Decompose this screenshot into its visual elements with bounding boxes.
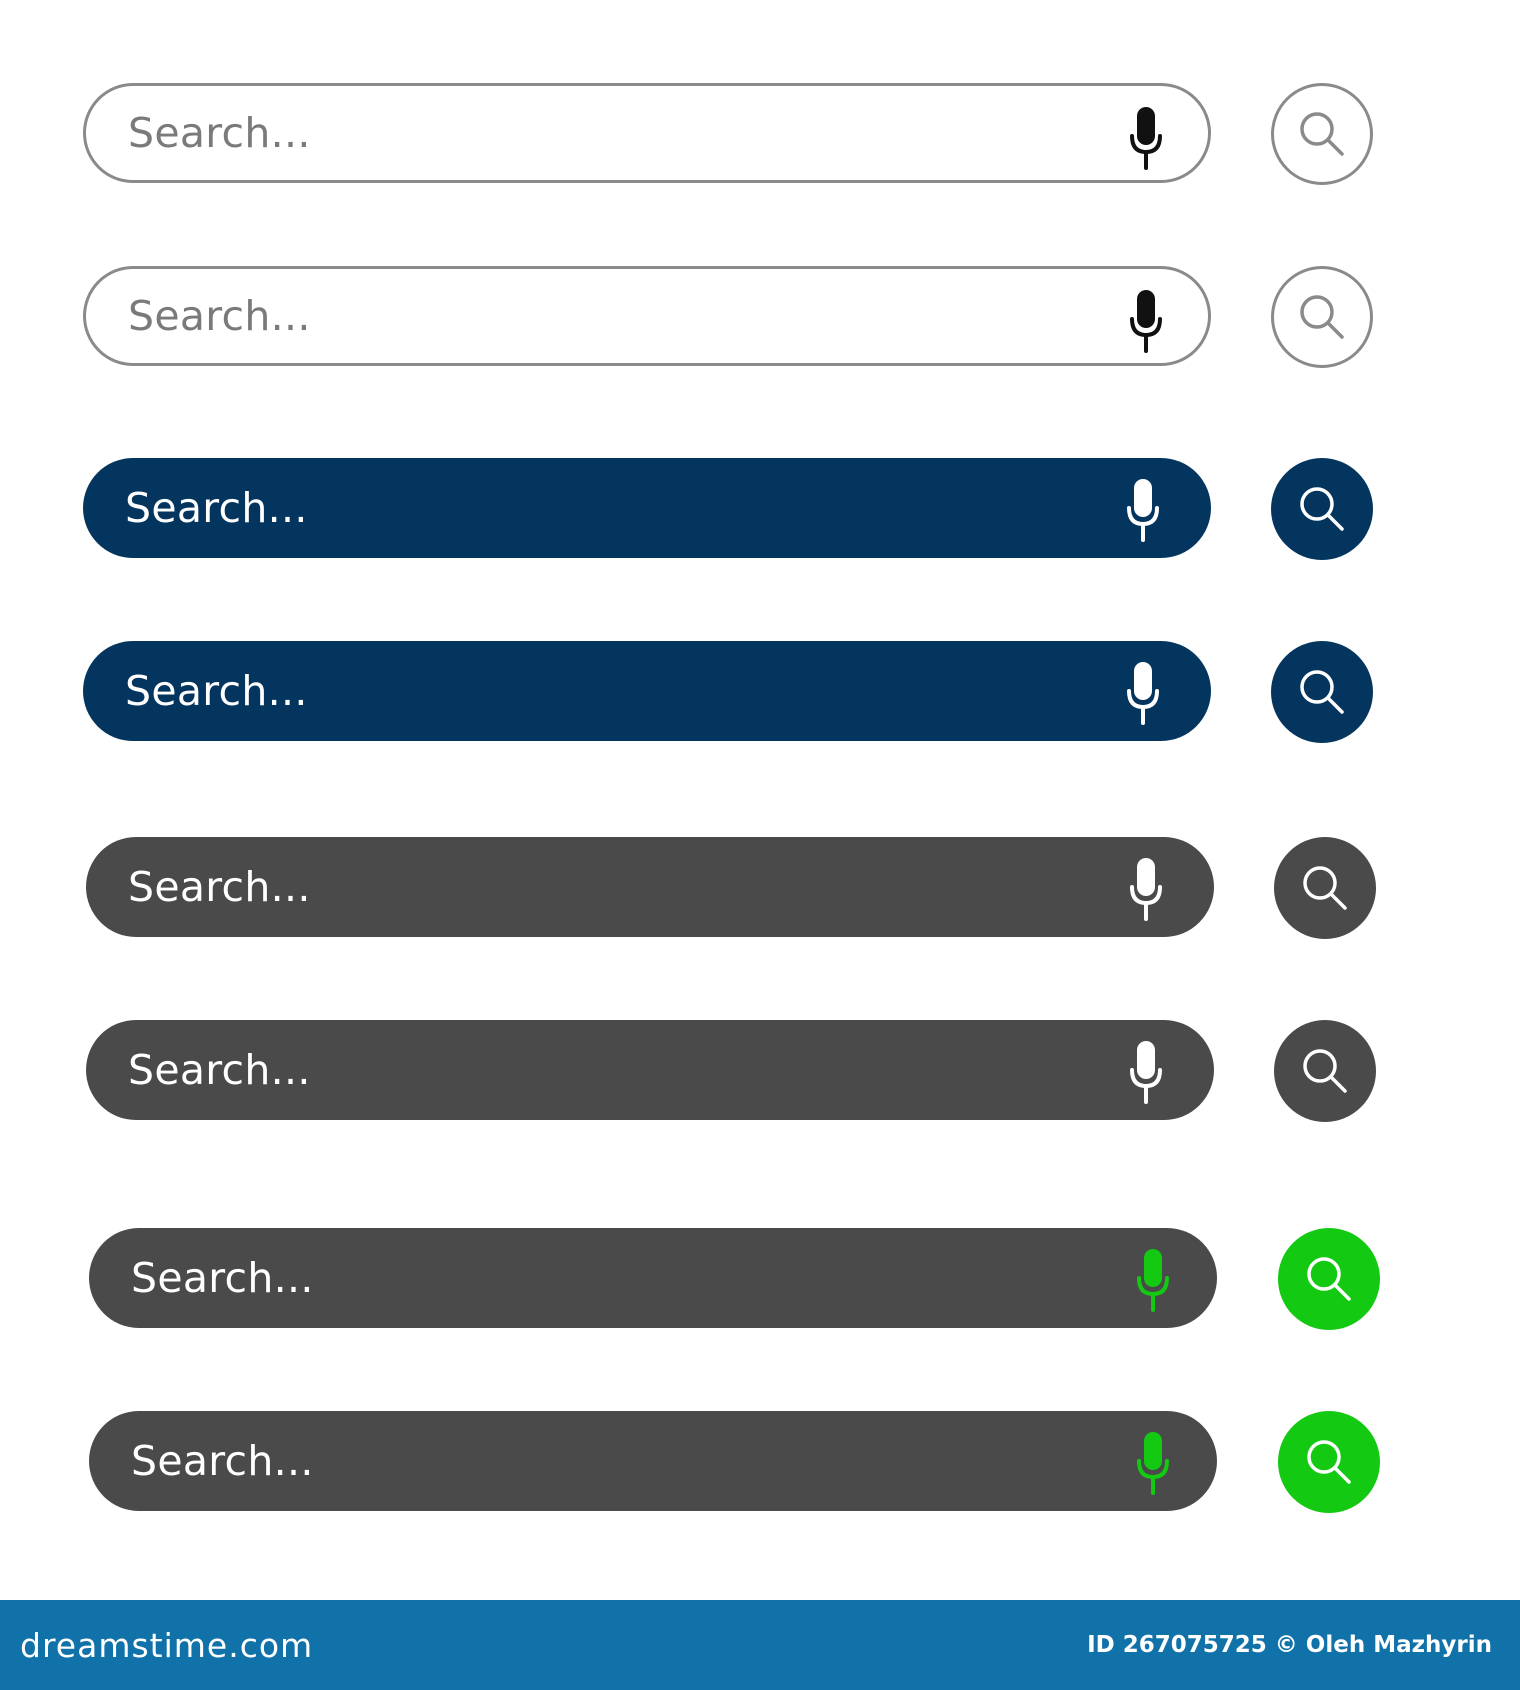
search-button[interactable] xyxy=(1271,83,1373,185)
microphone-icon[interactable] xyxy=(1126,289,1166,353)
microphone-icon[interactable] xyxy=(1126,1040,1166,1104)
microphone-icon[interactable] xyxy=(1126,106,1166,170)
search-row-gray-2 xyxy=(0,1020,1520,1124)
footer-brand: dreamstime.com xyxy=(20,1625,314,1665)
search-placeholder: Search... xyxy=(128,863,311,911)
search-row-outline-2 xyxy=(0,266,1520,370)
search-placeholder: Search... xyxy=(128,1046,311,1094)
microphone-icon[interactable] xyxy=(1126,857,1166,921)
magnifier-icon xyxy=(1301,1251,1357,1307)
search-placeholder: Search... xyxy=(131,1254,314,1302)
microphone-icon[interactable] xyxy=(1123,478,1163,542)
search-button[interactable] xyxy=(1271,266,1373,368)
search-bar[interactable] xyxy=(89,1228,1217,1328)
search-button[interactable] xyxy=(1271,641,1373,743)
search-placeholder: Search... xyxy=(128,109,311,157)
search-placeholder: Search... xyxy=(125,484,308,532)
search-bar[interactable] xyxy=(83,458,1211,558)
microphone-icon[interactable] xyxy=(1133,1248,1173,1312)
magnifier-icon xyxy=(1294,664,1350,720)
search-placeholder: Search... xyxy=(131,1437,314,1485)
search-bar[interactable] xyxy=(83,266,1211,366)
footer-image-id: ID 267075725 © Oleh Mazhyrin xyxy=(1087,1632,1492,1658)
microphone-icon[interactable] xyxy=(1133,1431,1173,1495)
search-button[interactable] xyxy=(1274,837,1376,939)
search-row-green-1 xyxy=(0,1228,1520,1332)
search-bar[interactable] xyxy=(83,83,1211,183)
search-row-gray-1 xyxy=(0,837,1520,941)
magnifier-icon xyxy=(1294,481,1350,537)
search-bar[interactable] xyxy=(89,1411,1217,1511)
watermark-footer xyxy=(0,1600,1520,1690)
search-button[interactable] xyxy=(1271,458,1373,560)
search-row-navy-1 xyxy=(0,458,1520,562)
magnifier-icon xyxy=(1294,289,1350,345)
search-row-navy-2 xyxy=(0,641,1520,745)
search-bar[interactable] xyxy=(83,641,1211,741)
magnifier-icon xyxy=(1301,1434,1357,1490)
magnifier-icon xyxy=(1294,106,1350,162)
search-bar[interactable] xyxy=(86,1020,1214,1120)
search-button[interactable] xyxy=(1274,1020,1376,1122)
search-bar[interactable] xyxy=(86,837,1214,937)
search-button[interactable] xyxy=(1278,1411,1380,1513)
search-placeholder: Search... xyxy=(128,292,311,340)
microphone-icon[interactable] xyxy=(1123,661,1163,725)
magnifier-icon xyxy=(1297,860,1353,916)
magnifier-icon xyxy=(1297,1043,1353,1099)
search-button[interactable] xyxy=(1278,1228,1380,1330)
search-row-outline-1 xyxy=(0,83,1520,187)
search-row-green-2 xyxy=(0,1411,1520,1515)
search-placeholder: Search... xyxy=(125,667,308,715)
